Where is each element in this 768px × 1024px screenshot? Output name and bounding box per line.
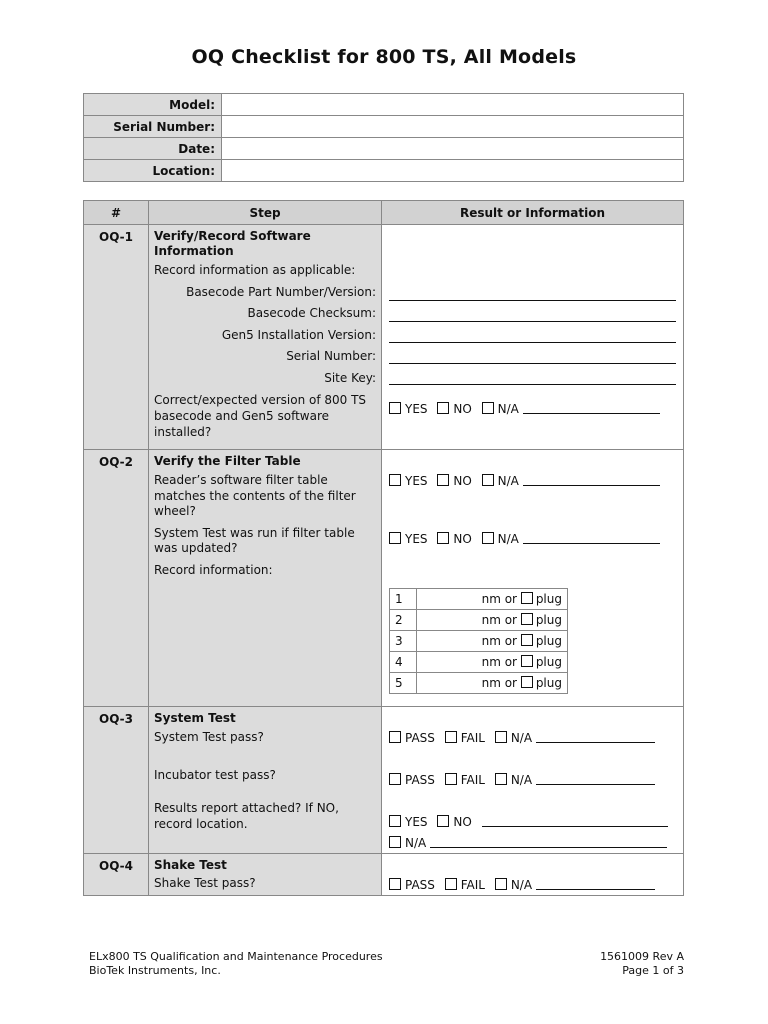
oq2-question-2: System Test was run if filter table was updated? [154, 525, 355, 555]
oq2-heading: Verify the Filter Table [154, 454, 301, 468]
oq4-heading: Shake Test [154, 858, 227, 872]
filter-table [389, 588, 568, 694]
na-label: N/A [510, 731, 533, 745]
na-label: N/A [497, 532, 519, 546]
no-label: NO [453, 815, 472, 829]
na-checkbox[interactable] [495, 731, 507, 743]
oq2-result [382, 450, 684, 707]
oq2-question-3: Record information: [154, 562, 273, 577]
oq3-question-3: Results report attached? If NO, record location. [154, 801, 339, 831]
no-checkbox[interactable] [437, 402, 449, 414]
oq4-question-1: Shake Test pass? [154, 876, 256, 890]
oq1-field-label: Basecode Checksum: [247, 306, 376, 320]
oq4-result [382, 854, 684, 896]
na-note-line[interactable] [536, 731, 655, 743]
no-label: NO [453, 402, 472, 416]
table-row-oq3 [84, 707, 684, 854]
na-note-line[interactable] [523, 474, 660, 486]
oq1-answer-line[interactable] [389, 310, 676, 322]
column-header-step: Step [149, 201, 382, 225]
oq3-step [149, 707, 382, 854]
fail-label: FAIL [460, 773, 485, 787]
plug-checkbox[interactable] [521, 634, 533, 646]
yes-checkbox[interactable] [389, 815, 401, 827]
table-row [390, 610, 568, 631]
na-label: N/A [405, 836, 427, 850]
column-header-num: # [84, 201, 149, 225]
plug-checkbox[interactable] [521, 592, 533, 604]
oq3-id: OQ-3 [84, 707, 149, 854]
serial-number-field[interactable] [222, 116, 684, 138]
model-label: Model: [84, 94, 222, 116]
plug-label: plug [535, 613, 562, 627]
yes-label: YES [405, 402, 428, 416]
plug-label: plug [535, 655, 562, 669]
table-row [390, 631, 568, 652]
filter-index: 4 [390, 652, 417, 673]
filter-index: 2 [390, 610, 417, 631]
oq3-result [382, 707, 684, 854]
filter-unit: nm or [481, 655, 517, 669]
oq1-result [382, 225, 684, 450]
oq4-step [149, 854, 382, 896]
yes-checkbox[interactable] [389, 474, 401, 486]
oq1-field-label: Basecode Part Number/Version: [186, 284, 376, 299]
na-note-line[interactable] [536, 878, 655, 890]
oq1-question: Correct/expected version of 800 TS basecode and Gen5 software installed? [154, 393, 367, 439]
yes-label: YES [405, 815, 428, 829]
na-checkbox[interactable] [389, 836, 401, 848]
yes-label: YES [405, 532, 428, 546]
oq1-field-label: Serial Number: [286, 349, 376, 363]
footer-left [89, 950, 383, 978]
filter-index: 5 [390, 673, 417, 694]
yes-checkbox[interactable] [389, 402, 401, 414]
na-note-line[interactable] [523, 402, 660, 414]
oq1-answer-line[interactable] [389, 289, 676, 301]
model-field[interactable] [222, 94, 684, 116]
footer-company: BioTek Instruments, Inc. [89, 964, 221, 977]
table-row-oq4 [84, 854, 684, 896]
table-row-oq1 [84, 225, 684, 450]
oq1-answer-line[interactable] [389, 331, 676, 343]
yes-label: YES [405, 474, 428, 488]
plug-label: plug [535, 676, 562, 690]
location-note-line[interactable] [482, 815, 668, 827]
table-row [390, 673, 568, 694]
location-label: Location: [84, 160, 222, 182]
footer-right [600, 950, 684, 978]
no-checkbox[interactable] [437, 532, 449, 544]
filter-index: 1 [390, 589, 417, 610]
pass-label: PASS [405, 878, 435, 892]
na-checkbox[interactable] [482, 402, 494, 414]
no-checkbox[interactable] [437, 815, 449, 827]
column-header-result: Result or Information [382, 201, 684, 225]
fail-checkbox[interactable] [445, 773, 457, 785]
footer-page-number: Page 1 of 3 [622, 964, 684, 977]
na-label: N/A [510, 878, 533, 892]
oq3-question-1: System Test pass? [154, 730, 264, 744]
na-note-line[interactable] [523, 532, 660, 544]
footer-document-title: ELx800 TS Qualification and Maintenance Procedures [89, 950, 383, 963]
filter-unit: nm or [481, 676, 517, 690]
na-checkbox[interactable] [482, 474, 494, 486]
date-field[interactable] [222, 138, 684, 160]
plug-checkbox[interactable] [521, 655, 533, 667]
header-fields-table [83, 93, 684, 182]
plug-checkbox[interactable] [521, 676, 533, 688]
serial-number-label: Serial Number: [84, 116, 222, 138]
fail-checkbox[interactable] [445, 878, 457, 890]
oq2-id: OQ-2 [84, 450, 149, 707]
oq1-field-label: Site Key: [324, 370, 376, 385]
oq1-step [149, 225, 382, 450]
na-label: N/A [510, 773, 533, 787]
filter-unit: nm or [481, 634, 517, 648]
na-label: N/A [497, 402, 519, 416]
oq2-step [149, 450, 382, 707]
fail-label: FAIL [460, 731, 485, 745]
oq1-field-label: Gen5 Installation Version: [221, 327, 376, 342]
oq1-heading: Verify/Record Software Information [154, 229, 311, 258]
oq1-id: OQ-1 [84, 225, 149, 450]
na-checkbox[interactable] [495, 878, 507, 890]
pass-checkbox[interactable] [389, 773, 401, 785]
location-field[interactable] [222, 160, 684, 182]
pass-checkbox[interactable] [389, 731, 401, 743]
no-label: NO [453, 474, 472, 488]
filter-index: 3 [390, 631, 417, 652]
no-checkbox[interactable] [437, 474, 449, 486]
oq1-answer-line[interactable] [389, 352, 676, 364]
filter-unit: nm or [481, 592, 517, 606]
page-title: OQ Checklist for 800 TS, All Models [191, 46, 577, 68]
yes-checkbox[interactable] [389, 532, 401, 544]
na-note-line[interactable] [430, 836, 667, 848]
fail-checkbox[interactable] [445, 731, 457, 743]
oq3-question-2: Incubator test pass? [154, 767, 276, 782]
plug-checkbox[interactable] [521, 613, 533, 625]
na-note-line[interactable] [536, 773, 655, 785]
footer-part-number: 1561009 Rev A [600, 950, 684, 963]
checklist-table [83, 200, 684, 896]
fail-label: FAIL [460, 878, 485, 892]
no-label: NO [453, 532, 472, 546]
oq2-question-1: Reader’s software filter table matches the contents of the filter wheel? [154, 473, 356, 518]
oq4-id: OQ-4 [84, 854, 149, 896]
oq1-intro: Record information as applicable: [154, 263, 356, 277]
oq1-answer-line[interactable] [389, 373, 676, 385]
pass-label: PASS [405, 731, 435, 745]
date-label: Date: [84, 138, 222, 160]
na-label: N/A [497, 474, 519, 488]
na-checkbox[interactable] [495, 773, 507, 785]
pass-checkbox[interactable] [389, 878, 401, 890]
pass-label: PASS [405, 773, 435, 787]
table-row [390, 652, 568, 673]
oq3-heading: System Test [154, 711, 236, 725]
table-row-oq2 [84, 450, 684, 707]
na-checkbox[interactable] [482, 532, 494, 544]
filter-unit: nm or [481, 613, 517, 627]
table-row [390, 589, 568, 610]
plug-label: plug [535, 592, 562, 606]
plug-label: plug [535, 634, 562, 648]
